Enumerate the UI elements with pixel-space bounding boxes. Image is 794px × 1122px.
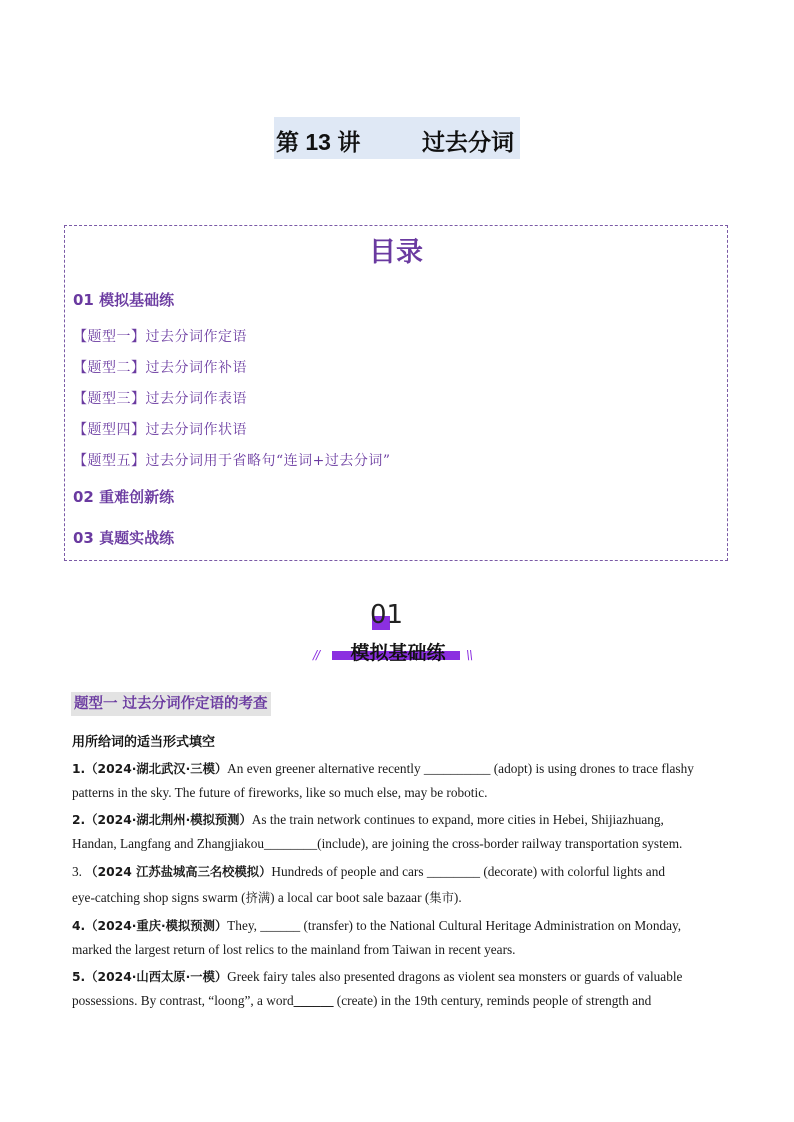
question-3-text-1: Hundreds of people and cars ________ (decorate) with colorful lights and — [271, 864, 665, 879]
section-right-mark: \\ — [466, 648, 473, 662]
question-3-line-2 — [72, 888, 732, 906]
question-3-source: （2024 江苏盐城高三名校模拟） — [85, 865, 272, 879]
question-3-gloss-2: 集市 — [429, 891, 454, 905]
question-5-line-1 — [72, 967, 732, 985]
question-4-text-1: They, ______ (transfer) to the National Cultural Heritage Administration on Monday, — [227, 918, 682, 933]
instruction-text: 用所给词的适当形式填空 — [72, 735, 216, 750]
question-5-text-2a: possessions. By contrast, “loong”, a word — [72, 993, 294, 1008]
question-5-text-1: Greek fairy tales also presented dragons as violent sea monsters or guards of valuable — [227, 969, 683, 984]
toc-item-type-1[interactable]: 【题型一】过去分词作定语 — [73, 329, 247, 345]
toc-section-02[interactable]: 02 重难创新练 — [73, 488, 175, 506]
lesson-title — [274, 117, 520, 159]
question-1-text-1: An even greener alternative recently __________ (adopt) is using drones to trace flashy — [227, 761, 694, 776]
question-5-line-2 — [72, 993, 732, 1009]
question-3-line-1 — [72, 862, 732, 880]
toc-item-type-2[interactable]: 【题型二】过去分词作补语 — [73, 360, 247, 376]
toc-heading: 目录 — [369, 237, 423, 268]
toc-section-01[interactable]: 01 模拟基础练 — [73, 291, 175, 309]
question-type-heading: 题型一 过去分词作定语的考查 — [71, 692, 271, 716]
section-title: 模拟基础练 — [350, 642, 446, 664]
toc-item-type-5[interactable]: 【题型五】过去分词用于省略句“连词+过去分词” — [73, 453, 391, 469]
question-1-line-2: patterns in the sky. The future of fireworks, like so much else, may be robotic. — [72, 785, 488, 800]
toc-item-type-3[interactable]: 【题型三】过去分词作表语 — [73, 391, 247, 407]
question-2-line-1 — [72, 810, 732, 828]
question-1-source: 1.（2024·湖北武汉·三模） — [72, 762, 228, 776]
table-of-contents — [64, 225, 728, 561]
question-2-source: 2.（2024·湖北荆州·模拟预测） — [72, 813, 252, 827]
question-2-text-1: As the train network continues to expand, more cities in Hebei, Shijiazhuang, — [251, 812, 664, 827]
lesson-number: 第 13 讲 — [276, 129, 361, 155]
question-4-line-2: marked the largest return of lost relics to the mainland from Taiwan in recent years. — [72, 942, 516, 957]
toc-item-type-4[interactable]: 【题型四】过去分词作状语 — [73, 422, 247, 438]
toc-section-03[interactable]: 03 真题实战练 — [73, 529, 175, 547]
section-number: 01 — [370, 600, 404, 630]
question-3-number: 3. — [72, 864, 86, 879]
question-3-text-2b: ) a local car boot sale bazaar ( — [270, 890, 430, 905]
question-4-source: 4.（2024·重庆·模拟预测） — [72, 919, 228, 933]
question-5-blank[interactable]: ______ — [293, 993, 334, 1008]
question-5-text-2b: (create) in the 19th century, reminds people of strength and — [333, 993, 652, 1008]
question-5-source: 5.（2024·山西太原·一模） — [72, 970, 228, 984]
question-3-gloss-1: 挤满 — [245, 891, 271, 905]
question-3-text-2c: ). — [453, 890, 462, 905]
lesson-topic: 过去分词 — [422, 129, 514, 155]
question-3-text-2a: eye-catching shop signs swarm ( — [72, 890, 246, 905]
question-2-line-2: Handan, Langfang and Zhangjiakou________(include), are joining the cross-border railway transportation system. — [72, 836, 683, 851]
question-4-line-1 — [72, 916, 732, 934]
question-1-line-1 — [72, 759, 732, 777]
section-left-mark: // — [313, 648, 320, 662]
